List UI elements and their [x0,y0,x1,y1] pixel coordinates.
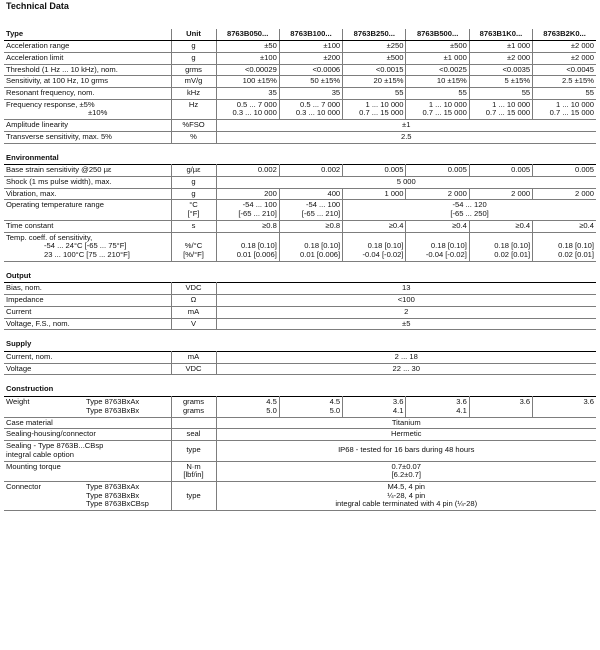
value-line: ¼-28, 4 pin [387,490,426,500]
row-label-line: Frequency response, ±5% [6,99,95,109]
row-value [279,397,342,417]
row-label: Base strain sensitivity @250 µε [4,165,171,177]
row-value: ≥0.4 [406,220,469,232]
row-label-line: ±10% [88,108,108,118]
row-value [469,397,532,417]
row-value: 400 [279,188,342,200]
value-line: -0.04 [-0.02] [425,250,467,259]
row-value: ±2 000 [533,52,596,64]
row-value: <100 [216,295,596,307]
row-label: Impedance [4,295,171,307]
sensor-rows [4,41,596,100]
unit-line: grams [182,405,205,415]
row-unit: g/µε [171,165,216,177]
type-header: Type [4,29,171,40]
row-unit: V [171,318,216,330]
header-row [4,29,596,40]
row-value [343,200,596,220]
value-line: 0.3 ... 10 000 [232,108,277,118]
page-title: Technical Data [6,1,69,11]
row-unit: kHz [171,87,216,99]
output-row [4,318,596,330]
value-line: integral cable terminated with 4 pin (¼-28) [335,499,478,509]
output-row [4,283,596,295]
value-line: 4.1 [456,405,467,415]
value-line: 0.18 [0.10] [304,241,341,251]
model-header: 8763B250... [343,29,406,40]
value-line: 0.3 ... 10 000 [295,108,341,118]
supply-row [4,363,596,375]
row-value: 55 [469,87,532,99]
model-header: 8763B100... [279,29,342,40]
row-label-line: Sealing - Type 8763B...CBsp [6,441,104,451]
row-value: 50 ±15% [279,76,342,88]
row-value: ≥0.4 [343,220,406,232]
row-label-line: Temp. coeff. of sensitivity, [6,232,93,242]
value-line: 4.5 [266,397,277,407]
row-value: 5 000 [216,176,596,188]
row-unit: s [171,220,216,232]
row-value: 13 [216,283,596,295]
row-value: ±1 000 [469,41,532,53]
row-label: Connector [4,481,84,510]
value-line: 5.0 [266,405,277,415]
value-line: 1 ... 10 000 [365,99,404,109]
value-line: 3.6 [456,397,467,407]
row-value: ±1 [216,120,596,132]
value-line: 1 ... 10 000 [492,99,531,109]
supply-table [4,351,596,375]
spec-row [4,87,596,99]
value-line: 0.01 [0.006] [236,250,277,259]
freq-row [4,99,596,119]
row-value: 1 000 [343,188,406,200]
value-line: -54 ... 100 [305,200,341,210]
row-value: 2 ... 18 [216,352,596,364]
value-line: 0.18 [0.10] [494,241,531,251]
row-value [406,232,469,261]
row-value: ±200 [279,52,342,64]
row-label: Vibration, max. [4,188,171,200]
row-value [469,232,532,261]
value-line: 0.5 ... 7 000 [236,99,277,109]
value-line: [-65 ... 210] [238,209,277,219]
row-label: Bias, nom. [4,283,171,295]
value-line: 0.7 ... 15 000 [422,108,467,118]
row-label: Threshold (1 Hz ... 10 kHz), nom. [4,64,171,76]
weight-row [4,397,596,417]
row-value: ±500 [343,52,406,64]
row-value: ±100 [216,52,279,64]
value-line: 0.02 [0.01] [494,250,531,259]
row-unit [171,397,216,417]
spec-row [4,76,596,88]
value-line: 3.6 [583,397,594,407]
value-line: 5.0 [329,405,341,415]
row-value [533,232,596,261]
type-line: Type 8763BxAx [86,397,140,407]
amplitude-linearity-row [4,120,596,132]
row-value: 2 000 [469,188,532,200]
row-label: Amplitude linearity [4,120,171,132]
row-value: 0.005 [406,165,469,177]
row-unit: seal [171,429,216,441]
row-value: Titanium [216,417,596,429]
row-value [216,99,279,119]
row-sublabel [84,481,171,510]
row-value: ±2 000 [533,41,596,53]
row-unit: mA [171,306,216,318]
row-unit: % [171,131,216,143]
value-line: [-65 ... 210] [301,209,341,219]
row-value: 2 [216,306,596,318]
row-unit: VDC [171,363,216,375]
row-value: 22 ... 30 [216,363,596,375]
value-line: 1 ... 10 000 [556,99,594,109]
output-row [4,295,596,307]
time-constant-row [4,220,596,232]
output-row [4,306,596,318]
unit-line: °C [189,200,198,210]
row-label: Operating temperature range [4,200,171,220]
environmental-table [4,164,596,261]
row-value: 0.005 [343,165,406,177]
row-value: ±500 [406,41,469,53]
row-value: 20 ±15% [343,76,406,88]
row-value: 0.002 [216,165,279,177]
temperature-range-row [4,200,596,220]
value-line: M4.5, 4 pin [387,481,426,491]
row-label: Voltage [4,363,171,375]
connector-row [4,481,596,510]
row-label: Acceleration limit [4,52,171,64]
row-unit [171,200,216,220]
shock-row [4,176,596,188]
row-label [4,232,171,261]
unit-line: %/°C [184,241,203,251]
row-value: IP68 - tested for 16 bars during 48 hours [216,441,596,461]
row-unit: mA [171,352,216,364]
value-line: 0.5 ... 7 000 [300,99,341,109]
row-value: 2 000 [406,188,469,200]
temp-coeff-row [4,232,596,261]
value-line: 0.7 ... 15 000 [549,108,594,118]
row-unit: VDC [171,283,216,295]
row-value [343,397,406,417]
value-line: 1 ... 10 000 [428,99,467,109]
row-value: ±5 [216,318,596,330]
row-value: 200 [216,188,279,200]
row-label: Resonant frequency, nom. [4,87,171,99]
output-table [4,282,596,330]
row-value: 55 [533,87,596,99]
row-value: <0.0015 [343,64,406,76]
row-unit [171,417,216,429]
row-label: Sensitivity, at 100 Hz, 10 grms [4,76,171,88]
row-unit: mV/g [171,76,216,88]
row-unit: g [171,176,216,188]
row-value [216,232,279,261]
row-value [279,99,342,119]
row-value: ±250 [343,41,406,53]
row-value: ±1 000 [406,52,469,64]
row-value [279,232,342,261]
row-value: 2 000 [533,188,596,200]
transverse-row [4,131,596,143]
value-line: 3.6 [392,397,404,407]
row-label [4,441,171,461]
row-value: ±50 [216,41,279,53]
row-value: 5 ±15% [469,76,532,88]
unit-line: N·m [186,461,201,471]
row-value: <0.0035 [469,64,532,76]
row-value: ≥0.8 [279,220,342,232]
type-line: Type 8763BxAx [86,481,140,491]
value-line: 0.02 [0.01] [558,250,594,259]
row-value: ≥0.8 [216,220,279,232]
row-value [533,99,596,119]
value-line: 0.7±0.07 [391,461,421,471]
mounting-torque-row [4,461,596,481]
value-line: 0.7 ... 15 000 [359,108,404,118]
value-line: 4.5 [329,397,341,407]
row-label: Transverse sensitivity, max. 5% [4,131,171,143]
row-value: 55 [406,87,469,99]
value-line: -0.04 [-0.02] [362,250,404,259]
technical-data-sheet [4,1,596,511]
row-label: Mounting torque [4,461,171,481]
row-value: ±2 000 [469,52,532,64]
supply-row [4,352,596,364]
spec-row [4,64,596,76]
row-label: Sealing-housing/connector [4,429,171,441]
spec-row [4,52,596,64]
model-header: 8763B2K0... [533,29,596,40]
model-header: 8763B1K0... [469,29,532,40]
value-line: 0.18 [0.10] [430,241,467,251]
row-value: <0.0045 [533,64,596,76]
row-value: 10 ±15% [406,76,469,88]
row-unit: g [171,41,216,53]
unit-line: [%/°F] [183,250,204,259]
row-value: ≥0.4 [469,220,532,232]
section-title-construction: Construction [6,384,54,394]
row-value [469,99,532,119]
row-label [4,99,171,119]
row-label: Weight [4,397,84,417]
row-value: 55 [343,87,406,99]
row-value [216,461,596,481]
row-value [279,200,342,220]
row-value: ≥0.4 [533,220,596,232]
row-label: Case material [4,417,171,429]
section-title-supply: Supply [6,339,32,349]
row-sublabel [84,397,171,417]
main-spec-table [4,29,596,143]
row-value [216,397,279,417]
value-line: 0.18 [0.10] [558,241,594,251]
model-header: 8763B500... [406,29,469,40]
unit-header: Unit [171,29,216,40]
type-line: Type 8763BxCBsp [86,499,149,509]
row-unit [171,461,216,481]
row-label: Voltage, F.S., nom. [4,318,171,330]
row-label: Time constant [4,220,171,232]
row-value: 35 [216,87,279,99]
section-title-output: Output [6,270,31,280]
row-label: Current [4,306,171,318]
spec-row [4,41,596,53]
section-title-environmental: Environmental [6,152,59,162]
row-value [216,481,596,510]
row-value [343,99,406,119]
row-unit: %FSO [171,120,216,132]
construction-table [4,396,596,511]
row-value: 35 [279,87,342,99]
row-label-line: integral cable option [6,449,74,459]
value-line: 0.18 [0.10] [367,241,404,251]
case-material-row [4,417,596,429]
row-value: 0.005 [469,165,532,177]
row-label-line: 23 ... 100°C [75 ... 210°F] [44,250,130,259]
value-line: -54 ... 120 [452,200,487,210]
row-unit: grms [171,64,216,76]
value-line: 3.6 [519,397,531,407]
row-unit [171,232,216,261]
row-value [406,397,469,417]
row-value: Hermetic [216,429,596,441]
row-value: <0.0025 [406,64,469,76]
row-value [533,397,596,417]
unit-line: [lbf/in] [183,470,204,480]
value-line: 0.7 ... 15 000 [485,108,531,118]
value-line: [-65 ... 250] [450,209,489,219]
base-strain-row [4,165,596,177]
model-header: 8763B050... [216,29,279,40]
value-line: 0.18 [0.10] [240,241,277,251]
row-label: Acceleration range [4,41,171,53]
row-unit: Hz [171,99,216,119]
seal-row [4,429,596,441]
row-value: 0.002 [279,165,342,177]
value-line: 0.01 [0.006] [300,250,341,259]
row-label-line: -54 ... 24°C [-65 ... 75°F] [44,241,127,251]
row-value: 2.5 ±15% [533,76,596,88]
row-unit: type [171,441,216,461]
row-value: <0.00029 [216,64,279,76]
sealing-type-row [4,441,596,461]
row-value [343,232,406,261]
value-line: -54 ... 100 [242,200,277,210]
row-label: Shock (1 ms pulse width), max. [4,176,171,188]
row-value: ±100 [279,41,342,53]
type-line: Type 8763BxBx [86,490,140,500]
row-unit: Ω [171,295,216,307]
row-value: 2.5 [216,131,596,143]
row-unit: g [171,188,216,200]
row-value [216,200,279,220]
value-line: [6.2±0.7] [391,470,421,480]
unit-line: grams [182,397,205,407]
row-value: 100 ±15% [216,76,279,88]
row-value: <0.0006 [279,64,342,76]
unit-line: [°F] [187,209,200,219]
row-value: 0.005 [533,165,596,177]
row-unit: g [171,52,216,64]
row-value [406,99,469,119]
row-unit: type [171,481,216,510]
type-line: Type 8763BxBx [86,405,140,415]
value-line: 4.1 [392,405,404,415]
vibration-row [4,188,596,200]
row-label: Current, nom. [4,352,171,364]
